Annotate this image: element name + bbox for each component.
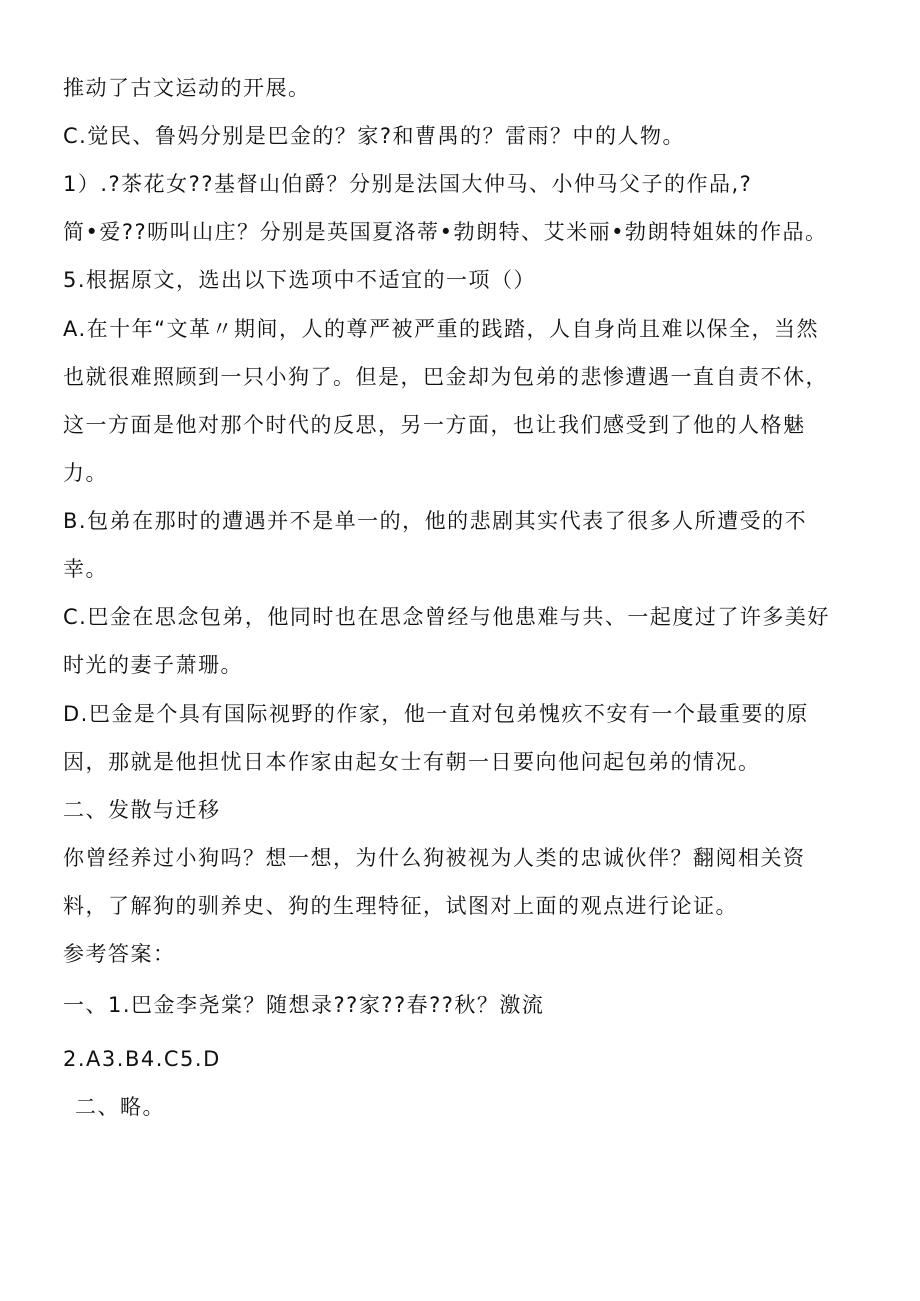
exercise-line-1: 你曾经养过小狗吗？想一想，为什么狗被视为人类的忠诚伙伴？翻阅相关资 [63,846,806,870]
text-line-1: 推动了古文运动的开展。 [63,76,311,100]
text-line-2: C.觉民、鲁妈分别是巴金的？家?和曹禺的？雷雨？中的人物。 [63,124,685,148]
answer-line-1: 一、1.巴金李尧棠？随想录??家??春??秋？激流 [63,993,545,1017]
option-a-line-2: 也就很难照顾到一只小狗了。但是，巴金却为包弟的悲惨遭遇一直自责不休， [63,365,828,389]
question-5: 5.根据原文，选出以下选项中不适宜的一项（） [63,268,537,292]
option-a-line-4: 力。 [63,461,108,485]
text-line-4: 简•爱??呖叫山庄？分别是英国夏洛蒂•勃朗特、艾米丽•勃朗特姐妹的作品。 [63,220,828,244]
option-b-line-1: B.包弟在那时的遭遇并不是单一的，他的悲剧其实代表了很多人所遭受的不 [63,509,808,533]
section-heading-2: 二、发散与迁移 [63,798,221,822]
option-a-line-3: 这一方面是他对那个时代的反思，另一方面，也让我们感受到了他的人格魅 [63,413,806,437]
answer-line-3: 二、略。 [75,1095,165,1119]
exercise-line-2: 料，了解狗的驯养史、狗的生理特征，试图对上面的观点进行论证。 [63,894,738,918]
option-d-line-2: 因，那就是他担忧日本作家由起女士有朝一日要向他问起包弟的情况。 [63,750,761,774]
option-d-line-1: D.巴金是个具有国际视野的作家，他一直对包弟愧疚不安有一个最重要的原 [63,702,809,726]
answer-line-2: 2.A3.B4.C5.D [63,1047,221,1071]
option-b-line-2: 幸。 [63,557,108,581]
option-a-line-1: A.在十年“文革〃期间，人的尊严被严重的践踏，人自身尚且难以保全，当然 [63,317,820,341]
option-c-line-1: C.巴金在思念包弟，他同时也在思念曾经与他患难与共、一起度过了许多美好 [63,605,830,629]
answers-heading: 参考答案： [63,942,176,966]
text-line-3: 1）.?茶花女??基督山伯爵？分别是法国大仲马、小仲马父子的作品,? [63,172,753,196]
option-c-line-2: 时光的妻子萧珊。 [63,653,243,677]
